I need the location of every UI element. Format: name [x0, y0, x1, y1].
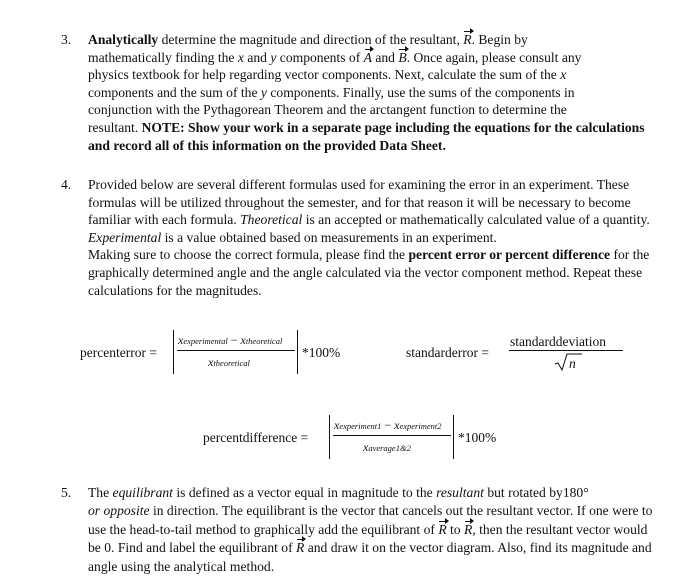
item-3-text-h: components. Finally, use the sums of the components in: [266, 84, 575, 100]
item-3-note: NOTE: Show your work in a separate page including the equations for the calculations and record all of this information on the provided Data Sheet.: [88, 119, 645, 153]
vector-r: R: [463, 32, 472, 47]
item-3-bold: Analytically: [88, 32, 159, 47]
term-resultant: resultant: [436, 485, 484, 500]
times-100-2: *100%: [458, 430, 497, 445]
item-5: [61, 484, 661, 576]
item-4-text: [88, 176, 661, 299]
term-experimental: Experimental: [88, 229, 162, 245]
item-5-t5: , then the resultant vector would be 0. Find and label the equilibrant of: [88, 521, 648, 556]
item-5-text: [88, 484, 661, 576]
percent-error-formula: [80, 327, 340, 377]
item-3: [61, 31, 661, 154]
item-4-p1b: is an accepted or mathematically calculated value of a quantity.: [302, 212, 650, 228]
item-4-number: 4.: [61, 177, 72, 192]
vector-r-4: R: [296, 539, 304, 557]
item-3-text-g: components and the sum of the: [88, 84, 261, 100]
x-var: x: [178, 333, 184, 347]
sub-theoretical-2: theoretical: [213, 358, 250, 368]
vector-r-2: R: [438, 521, 446, 539]
item-3-text-and: and: [243, 49, 271, 65]
percent-diff-label: percentdifference =: [203, 430, 309, 445]
fraction-bar-2: [509, 350, 623, 351]
item-4: [61, 176, 661, 299]
item-3-number: 3.: [61, 32, 72, 47]
sub-experimental: experimental: [183, 336, 228, 346]
item-5-number: 5.: [61, 485, 72, 500]
item-3-text-a: determine the magnitude and direction of the resultant,: [158, 32, 464, 47]
item-3-text-and2: and: [371, 49, 399, 65]
x-var-6: x: [363, 440, 369, 454]
fraction-bar: [177, 350, 295, 351]
item-3-text-f: physics textbook for help regarding vector components. Next, calculate the sum of the: [88, 67, 561, 83]
percent-error-label: percenterror =: [80, 345, 157, 360]
numerator-percent-error: [178, 332, 282, 351]
vector-r-3: R: [464, 521, 472, 539]
vector-a: A: [363, 49, 372, 65]
times-100: *100%: [302, 345, 341, 360]
item-3-text-e: . Once again, please consult any: [406, 49, 582, 65]
sub-average: average1&2: [368, 443, 411, 453]
x-var-2: x: [240, 333, 246, 347]
x-var-4: x: [334, 418, 340, 432]
denominator-percent-diff: [363, 439, 411, 458]
sub-exp2: experiment2: [399, 421, 442, 431]
minus-sign-2: −: [384, 418, 392, 432]
item-4-p1c: is a value obtained based on measurements in an experiment.: [161, 229, 497, 245]
item-3-text-j: resultant.: [88, 119, 142, 135]
term-theoretical: Theoretical: [240, 212, 303, 228]
sub-theoretical: theoretical: [245, 336, 283, 346]
var-x: x: [237, 49, 244, 65]
item-5-t1: The: [88, 485, 113, 500]
item-3-text-c: mathematically finding the: [88, 49, 238, 65]
abs-bar-left: [173, 330, 174, 374]
abs-bar-left-2: [329, 415, 330, 459]
minus-sign: −: [230, 333, 238, 347]
fraction-bar-3: [333, 435, 451, 436]
x-var-3: x: [208, 355, 214, 369]
abs-bar-right-2: [453, 415, 454, 459]
item-4-p2a: Making sure to choose the correct formula, please find the: [88, 247, 409, 263]
var-y: y: [270, 49, 277, 65]
item-3-text: [88, 31, 661, 154]
standard-error-label: standarderror =: [406, 345, 489, 360]
item-3-text-i: conjunction with the Pythagorean Theorem and the arctangent function to determine the: [88, 102, 567, 118]
item-5-t6: and draw it on the vector diagram. Also, find its magnitude and angle using the analytical method.: [88, 540, 652, 574]
percent-difference-formula: [203, 412, 523, 462]
term-or-opposite: or opposite: [88, 503, 150, 519]
item-5-t3: but rotated by180°: [483, 485, 589, 500]
vector-b: B: [398, 49, 407, 65]
x-var-5: x: [394, 418, 400, 432]
item-3-text-b: . Begin by: [471, 32, 528, 47]
numerator-percent-diff: [334, 417, 441, 436]
var-x-2: x: [560, 67, 567, 83]
var-y-2: y: [260, 84, 267, 100]
item-4-p2-bold: percent error or percent difference: [408, 247, 611, 263]
abs-bar-right: [297, 330, 298, 374]
item-4-p1: Provided below are several different formulas used for examining the error in an experiment. These formulas will be utilized throughout the semester, and for that reason it will be necessary to become familiar with each formula.: [88, 177, 631, 228]
std-dev-label: standarddeviation: [510, 334, 606, 349]
sqrt-n: n: [569, 356, 576, 371]
item-5-to: to: [446, 521, 464, 537]
term-equilibrant: equilibrant: [112, 485, 173, 500]
denominator-percent-error: [208, 354, 250, 373]
item-3-text-d: components of: [276, 49, 364, 65]
sub-exp1: experiment1: [339, 421, 382, 431]
item-5-t2: is defined as a vector equal in magnitude to the: [172, 485, 437, 500]
item-5-t4: in direction. The equilibrant is the vector that cancels out the resultant vector. If one were to use the head-to-tail method to graphically add the equilibrant of: [88, 503, 653, 537]
standard-error-formula: [406, 330, 636, 375]
item-4-p2b: for the graphically determined angle and the angle calculated via the vector component method. Repeat these calculations for the magnitudes.: [88, 247, 650, 298]
